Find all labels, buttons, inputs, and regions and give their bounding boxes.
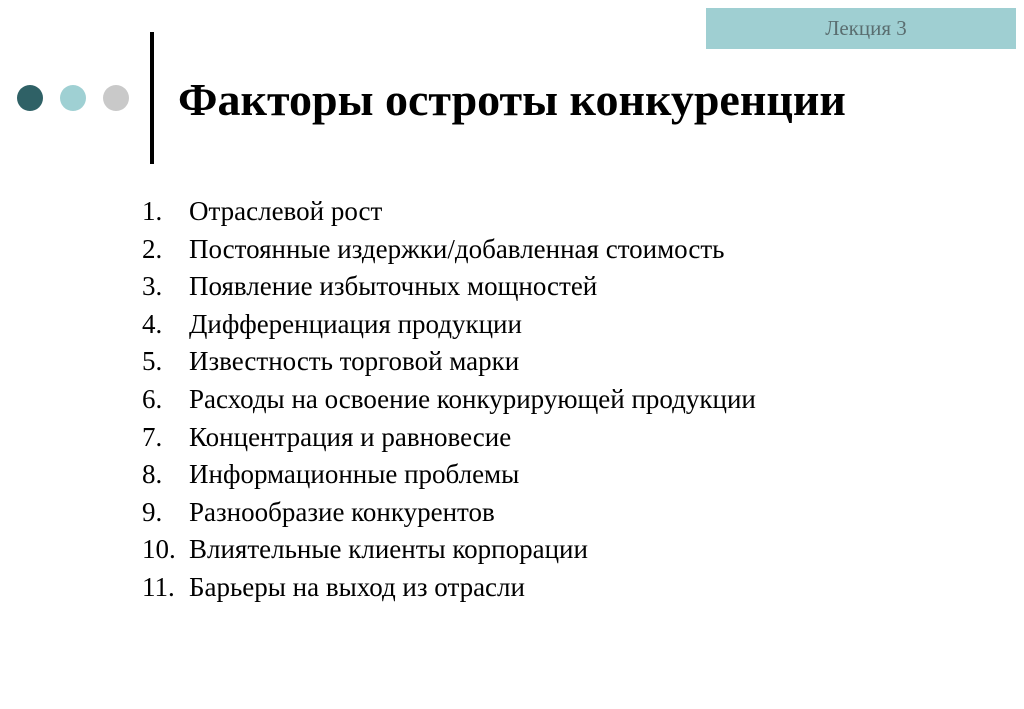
list-item-text: Барьеры на выход из отрасли — [189, 571, 525, 602]
decor-dot-gray — [103, 85, 129, 111]
list-item-text: Расходы на освоение конкурирующей продукции — [189, 383, 756, 414]
list-item-number: 1. — [142, 196, 163, 226]
list-item-text: Дифференциация продукции — [189, 308, 522, 339]
list-item-number: 3. — [142, 271, 163, 302]
list-item-number: 2. — [142, 233, 163, 264]
list-item — [142, 343, 756, 381]
list-item — [142, 531, 756, 569]
list-item — [142, 231, 756, 269]
list-item — [142, 569, 756, 607]
list-item — [142, 419, 756, 457]
list-item-number: 4. — [142, 308, 163, 339]
list-item-text: Появление избыточных мощностей — [189, 271, 598, 302]
list-item-number: 10. — [142, 534, 176, 565]
list-item-number: 9. — [142, 496, 163, 527]
list-item-text: Постоянные издержки/добавленная стоимость — [189, 233, 725, 264]
list-item-number: 11. — [142, 571, 175, 602]
list-item-number: 5. — [142, 346, 163, 377]
list-item-number: 6. — [142, 383, 163, 414]
list-item-text: Разнообразие конкурентов — [189, 496, 495, 527]
lecture-badge — [706, 8, 1016, 49]
list-item — [142, 494, 756, 532]
list-item-text: Информационные проблемы — [189, 459, 520, 490]
list-item-number: 8. — [142, 459, 163, 490]
list-item-text: Влиятельные клиенты корпорации — [189, 534, 588, 565]
list-item — [142, 306, 756, 344]
lecture-badge-label: Лекция 3 — [825, 16, 907, 40]
decor-dot-teal — [60, 85, 86, 111]
list-item-text: Известность торговой марки — [189, 346, 520, 377]
list-item — [142, 381, 756, 419]
slide-title: Факторы остроты конкуренции — [178, 74, 846, 125]
list-item — [142, 268, 756, 306]
list-item — [142, 456, 756, 494]
decor-dot-dark — [17, 85, 43, 111]
list-item-text: Отраслевой рост — [189, 196, 383, 226]
factors-list — [142, 193, 756, 607]
list-item-number: 7. — [142, 421, 163, 452]
list-item — [142, 193, 756, 231]
list-item-text: Концентрация и равновесие — [189, 421, 512, 452]
title-divider — [150, 32, 154, 164]
